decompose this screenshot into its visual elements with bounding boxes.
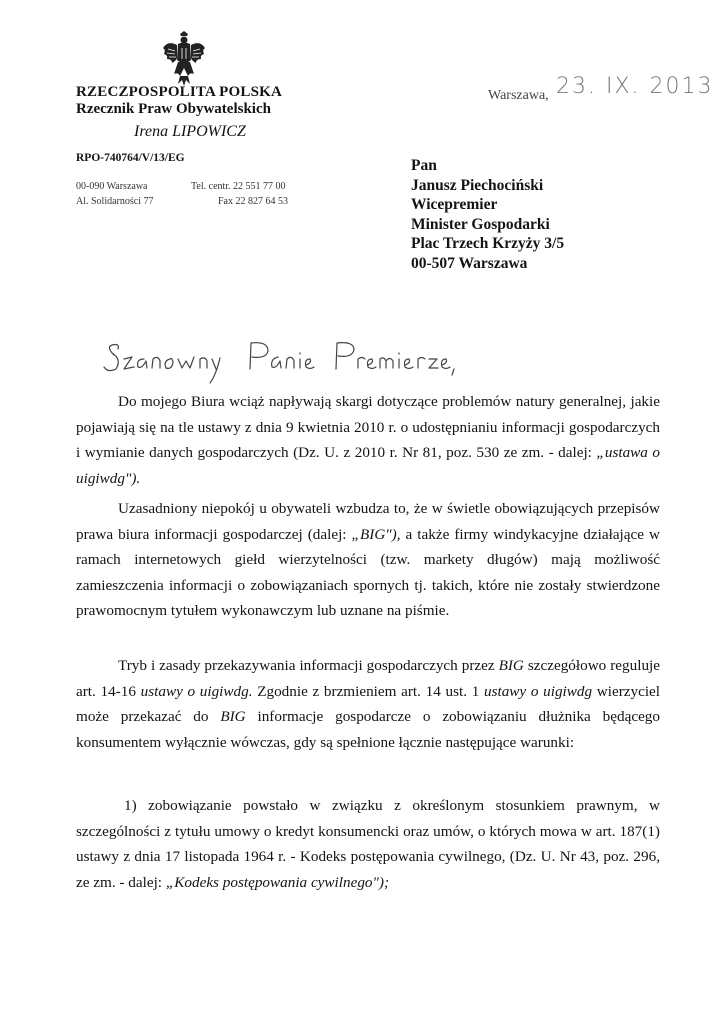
paragraph-text: informacje gospodarcze o zobowiązaniu dłużnika będącego konsumentem wyłącznie wówczas, gdy są spełnione łącznie następujące warunki: — [76, 708, 660, 751]
eagle-emblem-icon — [160, 30, 208, 88]
paragraph-1 — [76, 389, 660, 491]
phone-number: Tel. centr. 22 551 77 00 — [191, 181, 286, 192]
institution-name: RZECZPOSPOLITA POLSKA — [76, 84, 283, 100]
paragraph-2 — [76, 496, 660, 624]
paragraph-text: Uzasadniony niepokój u obywateli wzbudza to, że w świetle obowiązujących przepisów prawa biura informacji gospodarczej (dalej: — [76, 500, 660, 543]
place-label: Warszawa, — [488, 88, 549, 103]
paragraph-text: a także firmy windykacyjne działające w ramach internetowych giełd wierzytelności (tzw. markety długów) mają możliwość zamieszczenia informacji o zobowiązaniach spornych tj. takich, które nie zostały stwierdzone prawomocnym tytułem wykonawczym lub uznane na piśmie. — [76, 525, 660, 619]
paragraph-text: 1) zobowiązanie powstało w związku z określonym stosunkiem prawnym, w szczególności z tytułu umowy o kredyt konsumencki oraz umów, o których mowa w art. 187(1) ustawy z dnia 17 listopada 1964 r. - Kodeks postępowania cywilnego, (Dz. U. Nr 43, poz. 296, ze zm. - dalej: — [76, 797, 660, 891]
recipient-line: Pan — [411, 157, 437, 174]
recipient-address — [411, 156, 564, 273]
paragraph-3 — [76, 653, 660, 755]
big-abbreviation: „BIG"), — [351, 525, 401, 543]
handwritten-date: 23. IX. 2013 — [556, 74, 714, 99]
street-address: Al. Solidarności 77 — [76, 196, 154, 207]
recipient-line: Minister Gospodarki — [411, 215, 550, 233]
code-reference: „Kodeks postępowania cywilnego"); — [165, 873, 390, 891]
recipient-line: Wicepremier — [411, 196, 498, 213]
act-abbreviation: „ustawa o uigiwdg"). — [76, 444, 661, 487]
big-term: BIG — [220, 708, 246, 725]
paragraph-text: Zgodnie z brzmieniem art. 14 ust. 1 — [252, 682, 484, 700]
recipient-line: Plac Trzech Krzyży 3/5 — [411, 235, 565, 252]
fax-number: Fax 22 827 64 53 — [218, 196, 288, 207]
office-name: Rzecznik Praw Obywatelskich — [76, 101, 271, 117]
recipient-line: 00-507 Warszawa — [411, 254, 528, 272]
reference-number: RPO-740764/V/13/EG — [76, 152, 185, 164]
paragraph-text: wierzyciel może przekazać do — [76, 682, 661, 725]
signatory-name: Irena LIPOWICZ — [134, 123, 246, 140]
act-reference: ustawy o uigiwdg — [483, 682, 593, 700]
handwritten-salutation — [100, 335, 460, 387]
postal-address: 00-090 Warszawa — [76, 181, 148, 192]
recipient-line: Janusz Piechociński — [411, 176, 544, 194]
act-reference: ustawy o uigiwdg. — [140, 682, 253, 700]
big-term: BIG — [498, 657, 524, 674]
paragraph-4 — [76, 793, 660, 895]
paragraph-text: szczegółowo reguluje art. 14-16 — [76, 657, 660, 700]
paragraph-text: Do mojego Biura wciąż napływają skargi dotyczące problemów natury generalnej, jakie pojawiają się na tle ustawy z dnia 9 kwietnia 2010 r. o udostępnianiu informacji gospodarczych i wymianie danych gospodarczych (Dz. U. z 2010 r. Nr 81, poz. 530 ze zm. - dalej: — [76, 393, 660, 461]
paragraph-text: Tryb i zasady przekazywania informacji gospodarczych przez — [118, 657, 499, 674]
